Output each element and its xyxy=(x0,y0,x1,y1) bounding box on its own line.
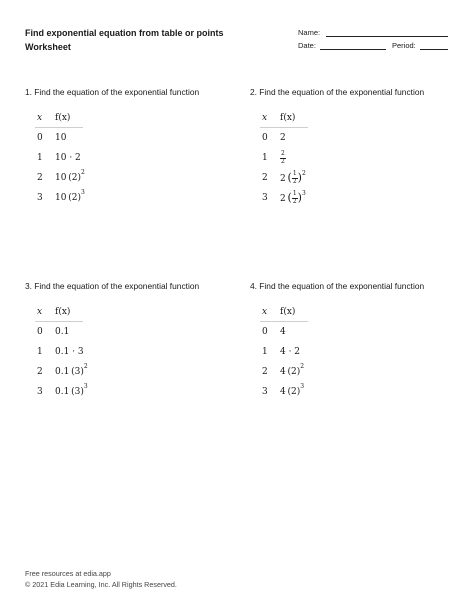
fraction: $\frac{2}{2}$ xyxy=(281,150,285,165)
value-table xyxy=(250,109,460,208)
fraction: $\frac{1}{2}$ xyxy=(292,170,297,185)
table-row: 1 $\frac{2}{2}$ xyxy=(262,150,285,165)
value-table xyxy=(250,303,460,402)
table-header xyxy=(37,303,235,321)
value-table xyxy=(25,303,235,402)
table-row: 2 0.1 $(3)^2$ xyxy=(37,363,88,377)
footer xyxy=(25,568,177,590)
worksheet-title xyxy=(25,26,224,54)
table-row: 0 4 xyxy=(262,327,286,337)
table-header xyxy=(262,109,460,127)
period-label: Period: xyxy=(392,41,416,50)
table-row: 1 4 · 2 xyxy=(262,347,301,357)
date-label: Date: xyxy=(298,41,316,50)
table-row: 3 2 ( $\frac{1}{2}$ )$^3$ xyxy=(262,189,306,205)
footer-copyright: © 2021 Edia Learning, Inc. All Rights Reserved. xyxy=(25,580,177,589)
table-row: 1 10 · 2 xyxy=(37,153,81,163)
name-field-line[interactable] xyxy=(326,36,448,37)
col-fx-header: f(x) xyxy=(280,113,296,123)
table-row: 0 10 xyxy=(37,133,67,143)
table-row: 0 0.1 xyxy=(37,327,70,337)
table-row: 3 0.1 $(3)^3$ xyxy=(37,383,88,397)
problem-4 xyxy=(250,281,460,402)
table-row: 2 2 ( $\frac{1}{2}$ )$^2$ xyxy=(262,169,306,185)
problem-3 xyxy=(25,281,235,402)
table-row: 0 2 xyxy=(262,133,286,143)
title-line-2: Worksheet xyxy=(25,42,71,52)
title-line-1: Find exponential equation from table or points xyxy=(25,28,224,38)
date-field-line[interactable] xyxy=(320,49,386,50)
problem-prompt: 1. Find the equation of the exponential function xyxy=(25,87,200,97)
name-label: Name: xyxy=(298,28,321,37)
table-row: 1 0.1 · 3 xyxy=(37,347,84,357)
problem-prompt: 3. Find the equation of the exponential function xyxy=(25,281,200,291)
table-header xyxy=(262,303,460,321)
period-field-line[interactable] xyxy=(420,49,448,50)
col-fx-header: f(x) xyxy=(55,113,71,123)
col-fx-header: f(x) xyxy=(55,307,71,317)
problem-1 xyxy=(25,87,235,208)
footer-resources-link[interactable]: Free resources at edia.app xyxy=(25,569,111,578)
table-header xyxy=(37,109,235,127)
col-fx-header: f(x) xyxy=(280,307,296,317)
col-x-header: x xyxy=(262,307,268,317)
fraction: $\frac{1}{2}$ xyxy=(292,190,297,205)
table-row: 2 10 $(2)^2$ xyxy=(37,169,85,183)
table-row: 3 10 $(2)^3$ xyxy=(37,189,85,203)
table-row: 2 4 $(2)^2$ xyxy=(262,363,305,377)
col-x-header: x xyxy=(37,307,43,317)
table-row: 3 4 $(2)^3$ xyxy=(262,383,305,397)
value-table xyxy=(25,109,235,208)
col-x-header: x xyxy=(262,113,268,123)
problem-prompt: 2. Find the equation of the exponential function xyxy=(250,87,425,97)
problem-prompt: 4. Find the equation of the exponential function xyxy=(250,281,425,291)
col-x-header: x xyxy=(37,113,43,123)
problem-2 xyxy=(250,87,460,208)
